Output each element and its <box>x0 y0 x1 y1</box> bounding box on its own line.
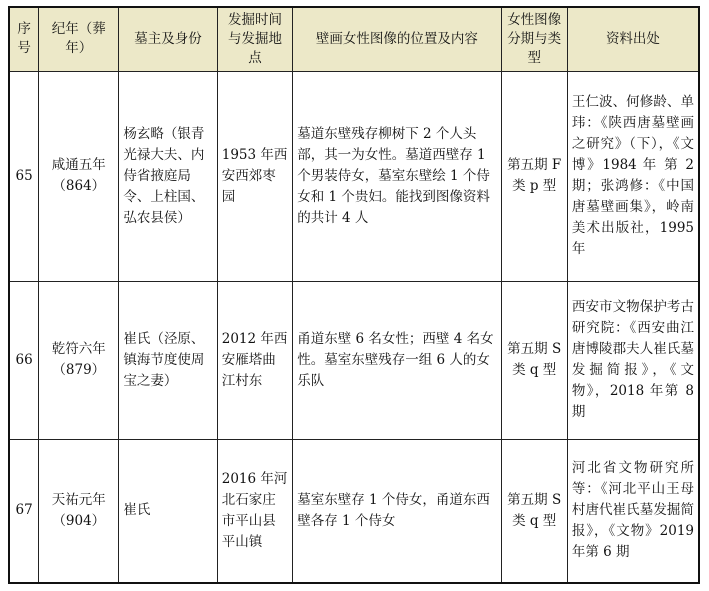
row-source: 王仁波、何修龄、单玮：《陕西唐墓壁画之研究》（下），《文博》1984 年 第 2 期；张鸿修：《中国唐墓壁画集》，岭南美术出版社，1995 年 <box>567 71 699 281</box>
table-row <box>9 439 699 583</box>
row-year: 天祐元年（904） <box>39 439 119 583</box>
row-desc: 墓道东壁残存柳树下 2 个人头部，其一为女性。墓道西壁存 1 个男装侍女，墓室东壁绘 1 个侍女和 1 个贵妇。能找到图像资料的共计 4 人 <box>293 71 501 281</box>
row-source: 西安市文物保护考古研究院：《西安曲江唐博陵郡夫人崔氏墓发掘简报》，《文物》，2018 年第 8 期 <box>567 281 699 439</box>
row-desc: 墓室东壁存 1 个侍女，甬道东西壁各存 1 个侍女 <box>293 439 501 583</box>
row-type: 第五期 S 类 q 型 <box>501 281 567 439</box>
row-site: 1953 年西安西郊枣园 <box>217 71 293 281</box>
header-owner: 墓主及身份 <box>119 7 217 71</box>
header-row <box>9 7 699 71</box>
row-owner: 杨玄略（银青光禄大夫、内侍省掖庭局令、上柱国、弘农县侯） <box>119 71 217 281</box>
row-no: 65 <box>9 71 39 281</box>
row-owner: 崔氏 <box>119 439 217 583</box>
murals-table <box>8 6 700 584</box>
row-type: 第五期 S 类 q 型 <box>501 439 567 583</box>
row-no: 66 <box>9 281 39 439</box>
header-type: 女性图像分期与类型 <box>501 7 567 71</box>
header-no: 序号 <box>9 7 39 71</box>
header-desc: 壁画女性图像的位置及内容 <box>293 7 501 71</box>
row-site: 2016 年河北石家庄市平山县平山镇 <box>217 439 293 583</box>
row-owner: 崔氏（泾原、镇海节度使周宝之妻） <box>119 281 217 439</box>
header-site: 发掘时间与发掘地点 <box>217 7 293 71</box>
table-row <box>9 281 699 439</box>
header-year: 纪年（葬年） <box>39 7 119 71</box>
table-row <box>9 71 699 281</box>
row-source: 河北省文物研究所等：《河北平山王母村唐代崔氏墓发掘简报》，《文物》2019 年第 6 期 <box>567 439 699 583</box>
header-source: 资料出处 <box>567 7 699 71</box>
row-type: 第五期 F 类 p 型 <box>501 71 567 281</box>
row-year: 乾符六年（879） <box>39 281 119 439</box>
row-desc: 甬道东壁 6 名女性；西壁 4 名女性。墓室东壁残存一组 6 人的女乐队 <box>293 281 501 439</box>
row-no: 67 <box>9 439 39 583</box>
row-site: 2012 年西安雁塔曲江村东 <box>217 281 293 439</box>
row-year: 咸通五年（864） <box>39 71 119 281</box>
